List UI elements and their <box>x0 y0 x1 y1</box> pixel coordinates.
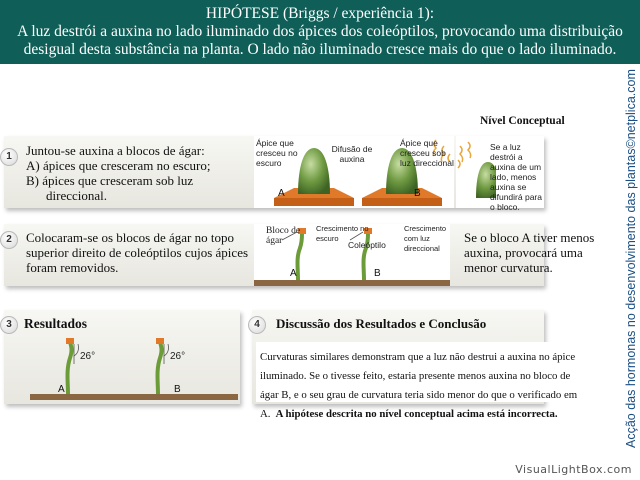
label-b-2: B <box>374 268 381 279</box>
angle-b: 26° <box>170 351 186 362</box>
label-apex-dark: Ápice que cresceu no escuro <box>256 138 298 168</box>
result-label-a: A <box>58 384 65 395</box>
step-1-item-a: A) ápices que cresceram no escuro; <box>26 158 211 173</box>
discussion-text: Curvaturas similares demonstram que a luz não destrui a auxina no ápice iluminado. Se o tivesse feito, estaria presente menos auxina no bloco de ágar B, e o seu grau de curvatura teria sido menor do que o verificado em A. <box>260 351 578 420</box>
label-diffusion: Difusão de auxina <box>331 144 373 164</box>
footer-watermark[interactable]: VisualLightBox.com <box>515 463 632 476</box>
step-1-diagram <box>254 136 454 208</box>
step-2-diagram <box>254 224 450 286</box>
label-b: B <box>414 188 421 199</box>
step-1-concept-box <box>456 136 544 212</box>
label-coleoptile: Coleóptilo <box>348 240 386 250</box>
step-1-intro: Juntou-se auxina a blocos de ágar: <box>26 143 205 158</box>
conclusion-text: A hipótese descrita no nível conceptual acima está incorrecta. <box>275 408 558 420</box>
step-2-text: Colocaram-se os blocos de ágar no topo superior direito de coleóptilos cujos ápices foram removidos. <box>26 230 249 275</box>
label-a-2: A <box>290 268 297 279</box>
angle-a: 26° <box>80 351 96 362</box>
step-2-number: 2 <box>0 231 18 249</box>
step-3-diagram <box>30 338 238 402</box>
step-4-title: Discussão dos Resultados e Conclusão <box>276 316 487 331</box>
step-1-number: 1 <box>0 148 18 166</box>
concept-1-text: Se a luz destrói a auxina de um lado, menos auxina se difundirá para o bloco. <box>490 142 542 212</box>
result-coleoptile-a <box>68 342 72 394</box>
hypothesis-title: HIPÓTESE (Briggs / experiência 1): <box>205 5 435 22</box>
concept-2-text: Se o bloco A tiver menos auxina, provocará uma menor curvatura. <box>464 230 595 275</box>
step-3-number: 3 <box>0 316 18 334</box>
step-1-item-b: B) ápices que cresceram sob luz direccional. <box>26 173 194 203</box>
label-a: A <box>278 188 285 199</box>
step-4-body <box>256 342 588 420</box>
result-coleoptile-b <box>158 342 162 394</box>
label-growth-light: Crescimento com luz direccional <box>404 224 447 253</box>
label-growth-dark: Crescimento no escuro <box>316 224 369 243</box>
step-2-concept-box <box>460 224 595 286</box>
label-agar-block: Bloco de ágar <box>266 226 301 246</box>
hypothesis-text: A luz destrói a auxina no lado iluminado dos ápices dos coleóptilos, provocando uma distribuição desigual desta substância na planta. O lado não iluminado cresce mais do que o lado iluminado. <box>17 23 623 58</box>
hypothesis-header <box>0 0 640 64</box>
side-credit: Acção das hormonas no desenvolvimento das plantas©netplica.com <box>624 69 638 448</box>
nivel-conceptual-heading: Nível Conceptual <box>480 115 565 127</box>
step-3-title: Resultados <box>24 316 88 331</box>
result-label-b: B <box>174 384 181 395</box>
label-apex-light: Ápice que cresceu sob luz direccional <box>400 138 454 168</box>
step-4-number: 4 <box>248 316 266 334</box>
